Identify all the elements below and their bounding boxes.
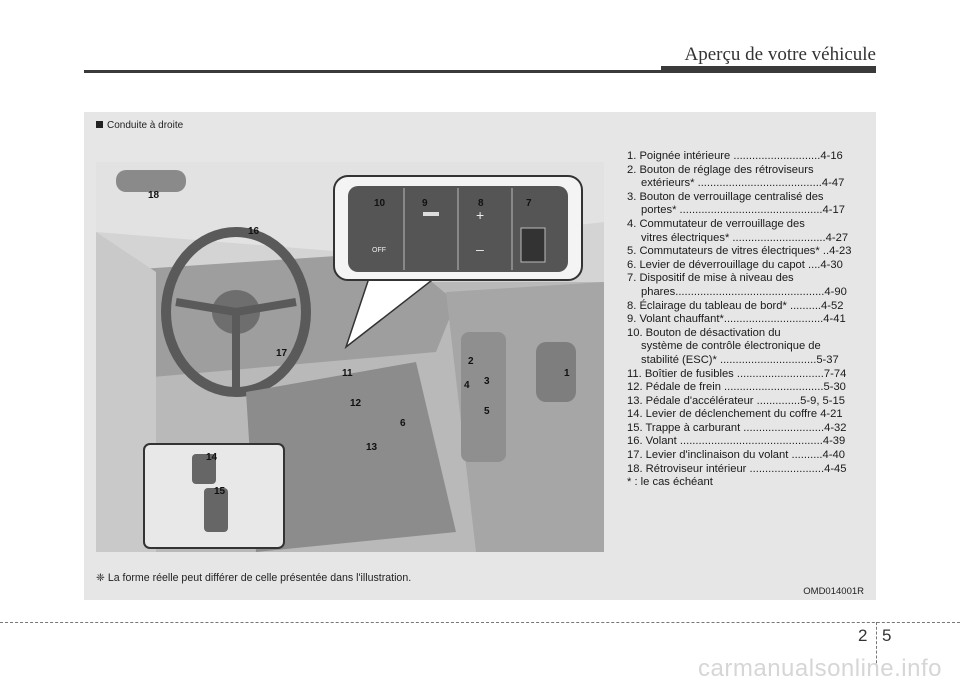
callout-11: 11 bbox=[342, 368, 353, 379]
legend-item-10 bbox=[627, 327, 867, 368]
callout-layer bbox=[96, 162, 604, 552]
callout-17: 17 bbox=[276, 348, 288, 359]
legend-line: 8. Éclairage du tableau de bord* ..........4-52 bbox=[627, 299, 844, 312]
callout-12: 12 bbox=[350, 398, 362, 409]
legend-line: 15. Trappe à carburant ..........................4-32 bbox=[627, 421, 847, 434]
legend-line: 16. Volant ..............................................4-39 bbox=[627, 435, 846, 448]
legend-line: stabilité (ESC)* ...............................5-37 bbox=[641, 353, 839, 366]
legend-item-16 bbox=[627, 435, 867, 449]
legend-item-11 bbox=[627, 368, 867, 382]
legend-line: 6. Levier de déverrouillage du capot ....4-30 bbox=[627, 258, 843, 271]
callout-14: 14 bbox=[206, 452, 218, 463]
legend-item-3 bbox=[627, 191, 867, 218]
legend-item-9 bbox=[627, 313, 867, 327]
legend-item-14 bbox=[627, 408, 867, 422]
parts-legend bbox=[627, 150, 867, 490]
callout-10: 10 bbox=[374, 198, 386, 209]
callout-1: 1 bbox=[564, 368, 570, 379]
callout-5: 5 bbox=[484, 406, 490, 417]
legend-item-8 bbox=[627, 300, 867, 314]
legend-item-7 bbox=[627, 272, 867, 299]
callout-6: 6 bbox=[400, 418, 406, 429]
legend-line: 13. Pédale d'accélérateur ..............5-9, 5-15 bbox=[627, 394, 845, 407]
legend-note bbox=[627, 476, 867, 490]
legend-item-4 bbox=[627, 218, 867, 245]
legend-line: 1. Poignée intérieure ............................4-16 bbox=[627, 150, 843, 162]
legend-item-17 bbox=[627, 449, 867, 463]
legend-item-13 bbox=[627, 395, 867, 409]
legend-line: 11. Boîtier de fusibles ............................7-74 bbox=[627, 367, 847, 380]
legend-item-12 bbox=[627, 381, 867, 395]
page-section-number: 2 bbox=[858, 626, 868, 645]
legend-item-2 bbox=[627, 164, 867, 191]
callout-15: 15 bbox=[214, 486, 226, 497]
legend-item-1 bbox=[627, 150, 867, 164]
legend-line: système de contrôle électronique de bbox=[641, 340, 821, 353]
legend-line: 5. Commutateurs de vitres électriques* ..4-23 bbox=[627, 245, 852, 258]
legend-line: 18. Rétroviseur intérieur ........................4-45 bbox=[627, 462, 847, 475]
legend-line: phares................................................4-90 bbox=[641, 285, 847, 298]
legend-line: 3. Bouton de verrouillage centralisé des bbox=[627, 190, 824, 203]
callout-4: 4 bbox=[464, 380, 470, 391]
legend-line: 14. Levier de déclenchement du coffre 4-21 bbox=[627, 408, 843, 421]
legend-item-5 bbox=[627, 245, 867, 259]
callout-13: 13 bbox=[366, 442, 378, 453]
callout-16: 16 bbox=[248, 226, 260, 237]
callout-8: 8 bbox=[478, 198, 484, 209]
esc-off-label: OFF bbox=[372, 247, 386, 254]
page-number: 5 bbox=[882, 626, 892, 645]
legend-line: 4. Commutateur de verrouillage des bbox=[627, 217, 805, 230]
legend-item-15 bbox=[627, 422, 867, 436]
svg-text:+: + bbox=[476, 207, 485, 223]
callout-7: 7 bbox=[526, 198, 532, 209]
page-header-title: Aperçu de votre véhicule bbox=[684, 44, 876, 65]
callout-9: 9 bbox=[422, 198, 428, 209]
legend-line: 10. Bouton de désactivation du bbox=[627, 326, 781, 339]
vehicle-interior-illustration bbox=[96, 162, 604, 552]
legend-item-18 bbox=[627, 463, 867, 477]
legend-line: extérieurs* ........................................4-47 bbox=[641, 177, 845, 190]
legend-line: 2. Bouton de réglage des rétroviseurs bbox=[627, 163, 814, 176]
callout-2: 2 bbox=[468, 356, 474, 367]
region-label-text: Conduite à droite bbox=[107, 120, 184, 131]
legend-item-6 bbox=[627, 259, 867, 273]
legend-line: vitres électriques* ..............................4-27 bbox=[641, 231, 849, 244]
legend-line: 9. Volant chauffant*................................4-41 bbox=[627, 313, 846, 326]
legend-line: * : le cas échéant bbox=[627, 476, 713, 489]
footer-divider bbox=[0, 622, 960, 623]
callout-18: 18 bbox=[148, 190, 160, 201]
illustration-footnote: ❈ La forme réelle peut différer de celle présentée dans l'illustration. bbox=[96, 572, 412, 584]
header-rule-accent bbox=[661, 66, 876, 71]
illustration-panel bbox=[84, 112, 876, 600]
legend-line: 12. Pédale de frein ................................5-30 bbox=[627, 381, 846, 394]
square-bullet-icon bbox=[96, 121, 103, 128]
legend-line: 17. Levier d'inclinaison du volant ..........4-40 bbox=[627, 449, 845, 462]
legend-line: portes* ..............................................4-17 bbox=[641, 204, 845, 217]
illustration-ref-code: OMD014001R bbox=[803, 586, 864, 597]
svg-text:–: – bbox=[476, 241, 484, 257]
watermark: carmanualsonline.info bbox=[698, 655, 942, 682]
legend-line: 7. Dispositif de mise à niveau des bbox=[627, 272, 794, 285]
region-label bbox=[96, 120, 183, 131]
callout-3: 3 bbox=[484, 376, 490, 387]
